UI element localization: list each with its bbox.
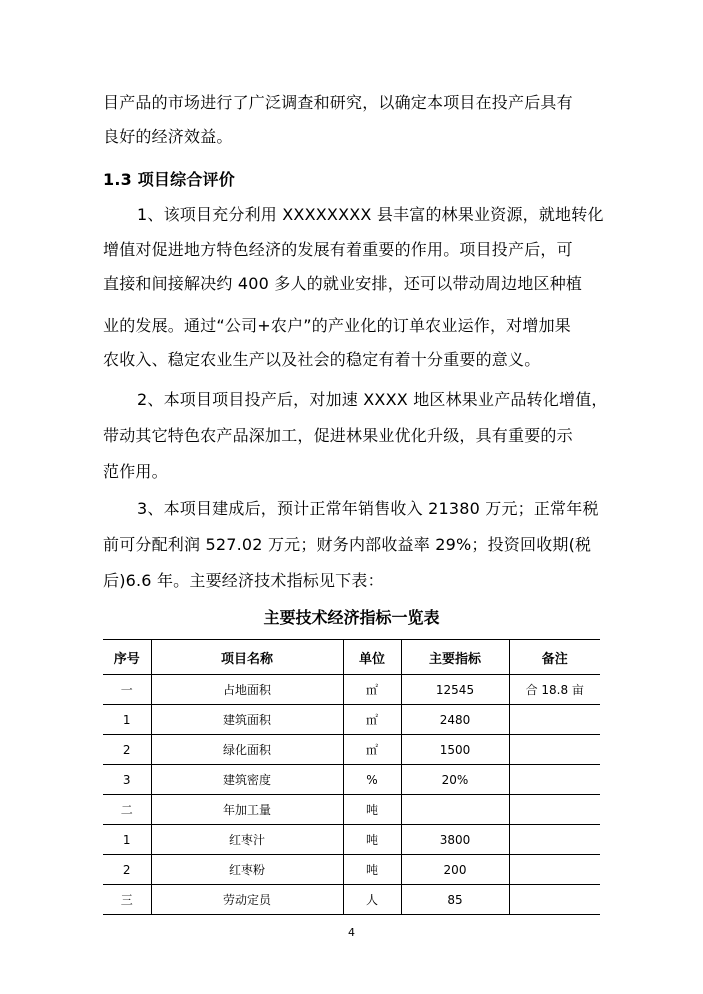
- header-item: 项目名称: [151, 640, 343, 675]
- cell-value: 85: [401, 885, 509, 915]
- paragraph-line-2: 良好的经济效益。: [103, 127, 233, 146]
- cell-value: 2480: [401, 705, 509, 735]
- cell-index: 3: [103, 765, 151, 795]
- paragraph-line-8: 2、本项目项目投产后，对加速 XXXX 地区林果业产品转化增值，: [137, 390, 608, 409]
- cell-note: [509, 765, 600, 795]
- paragraph-line-1: 目产品的市场进行了广泛调查和研究，以确定本项目在投产后具有: [103, 93, 573, 112]
- cell-item: 绿化面积: [151, 735, 343, 765]
- paragraph-line-12: 前可分配利润 527.02 万元；财务内部收益率 29%；投资回收期(税: [103, 535, 592, 554]
- cell-value: 1500: [401, 735, 509, 765]
- cell-note: [509, 795, 600, 825]
- cell-item: 建筑面积: [151, 705, 343, 735]
- paragraph-line-5: 直接和间接解决约 400 多人的就业安排，还可以带动周边地区种植: [103, 274, 583, 293]
- cell-index: 2: [103, 735, 151, 765]
- cell-unit: 吨: [343, 825, 401, 855]
- cell-note: [509, 885, 600, 915]
- cell-index: 2: [103, 855, 151, 885]
- cell-index: 1: [103, 825, 151, 855]
- cell-value: 200: [401, 855, 509, 885]
- table-row: [103, 705, 600, 735]
- indicator-table: [103, 639, 600, 915]
- cell-unit: ㎡: [343, 675, 401, 705]
- paragraph-line-6: 业的发展。通过“公司+农户”的产业化的订单农业运作，对增加果: [103, 316, 571, 335]
- table-row: [103, 825, 600, 855]
- paragraph-line-13: 后)6.6 年。主要经济技术指标见下表：: [103, 571, 384, 590]
- cell-item: 占地面积: [151, 675, 343, 705]
- table-row: [103, 885, 600, 915]
- table-header-row: [103, 640, 600, 675]
- cell-value: 3800: [401, 825, 509, 855]
- cell-note: [509, 825, 600, 855]
- header-value: 主要指标: [401, 640, 509, 675]
- paragraph-line-11: 3、本项目建成后，预计正常年销售收入 21380 万元；正常年税: [137, 499, 599, 518]
- table-row: [103, 675, 600, 705]
- cell-index: 一: [103, 675, 151, 705]
- cell-note: [509, 855, 600, 885]
- section-heading: 1.3 项目综合评价: [103, 170, 235, 189]
- cell-unit: ㎡: [343, 735, 401, 765]
- page-number: 4: [348, 926, 355, 939]
- cell-index: 三: [103, 885, 151, 915]
- cell-index: 二: [103, 795, 151, 825]
- paragraph-line-4: 增值对促进地方特色经济的发展有着重要的作用。项目投产后，可: [103, 240, 573, 259]
- cell-unit: ㎡: [343, 705, 401, 735]
- cell-item: 劳动定员: [151, 885, 343, 915]
- cell-note: [509, 705, 600, 735]
- cell-unit: 吨: [343, 795, 401, 825]
- cell-note: [509, 735, 600, 765]
- table-caption: 主要技术经济指标一览表: [263, 608, 440, 627]
- header-unit: 单位: [343, 640, 401, 675]
- table-row: [103, 765, 600, 795]
- paragraph-line-10: 范作用。: [103, 462, 168, 481]
- cell-value: [401, 795, 509, 825]
- paragraph-line-9: 带动其它特色农产品深加工，促进林果业优化升级，具有重要的示: [103, 426, 573, 445]
- cell-unit: 吨: [343, 855, 401, 885]
- cell-item: 红枣粉: [151, 855, 343, 885]
- cell-item: 年加工量: [151, 795, 343, 825]
- cell-item: 建筑密度: [151, 765, 343, 795]
- table-row: [103, 795, 600, 825]
- cell-note: 合 18.8 亩: [509, 675, 600, 705]
- cell-value: 20%: [401, 765, 509, 795]
- cell-index: 1: [103, 705, 151, 735]
- header-index: 序号: [103, 640, 151, 675]
- paragraph-line-7: 农收入、稳定农业生产以及社会的稳定有着十分重要的意义。: [103, 350, 541, 369]
- table-row: [103, 855, 600, 885]
- cell-value: 12545: [401, 675, 509, 705]
- header-note: 备注: [509, 640, 600, 675]
- cell-item: 红枣汁: [151, 825, 343, 855]
- cell-unit: 人: [343, 885, 401, 915]
- table-row: [103, 735, 600, 765]
- cell-unit: %: [343, 765, 401, 795]
- paragraph-line-3: 1、该项目充分利用 XXXXXXXX 县丰富的林果业资源，就地转化: [137, 205, 604, 224]
